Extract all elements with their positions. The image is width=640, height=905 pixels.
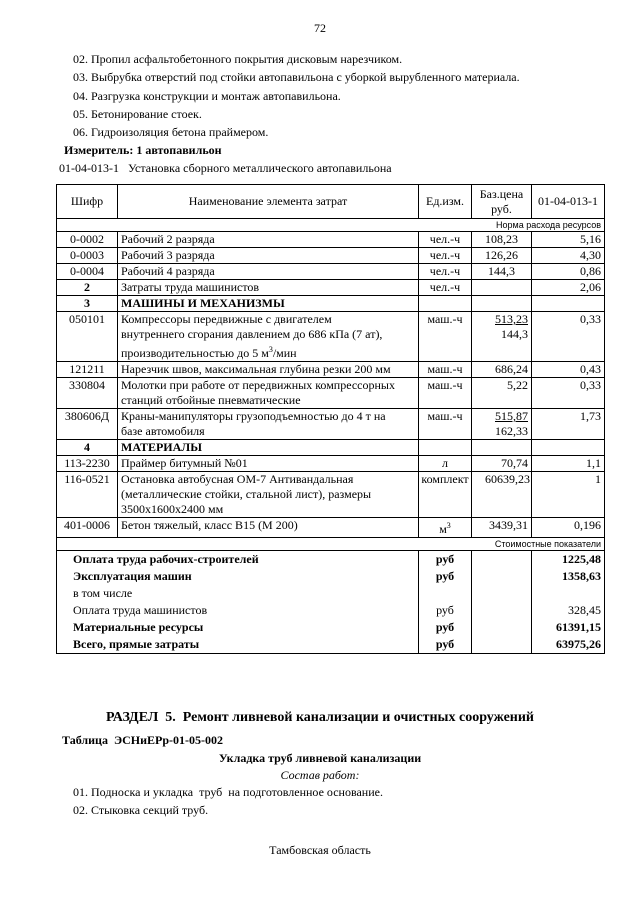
footer-region: Тамбовская область [269,843,371,857]
cell-price: 144,3 [472,264,532,280]
header-code: Шифр [57,185,118,219]
cell-name: Рабочий 3 разряда [118,248,419,264]
cell-name: Праймер битумный №01 [118,456,419,472]
total-value: 61391,15 [556,620,601,634]
cell-code: 121211 [57,362,118,378]
cell-unit: чел.-ч [419,232,472,248]
cell-unit: чел.-ч [419,280,472,296]
cell-name [118,378,419,409]
totals-units [419,551,472,654]
cell-code: 3 [57,296,118,312]
totals-values [532,551,605,654]
total-unit: руб [436,603,454,617]
cell-name: Затраты труда машинистов [118,280,419,296]
work-item: 05. Бетонирование стоек. [73,107,202,121]
cost-table [56,184,605,654]
total-name: Оплата труда рабочих-строителей [73,552,259,566]
name-line: внутреннего сгорания давлением до 686 кПа (7 ат), [121,327,383,341]
name-line: 3500х1600х2400 мм [121,502,224,516]
total-unit [422,585,468,602]
cell-unit: л [419,456,472,472]
cell-norm: 0,196 [532,518,605,538]
table-row [57,312,605,362]
work-item: 02. Пропил асфальтобетонного покрытия дисковым нарезчиком. [73,52,403,66]
cost-subheader-row [57,538,605,551]
cell-code: 401-0006 [57,518,118,538]
table-row [57,264,605,280]
cell-code: 0-0002 [57,232,118,248]
table-header-row [57,185,605,219]
norm-subheader-row [57,219,605,232]
name-line: производительностью до 5 м [121,346,269,360]
unit-text: м [439,522,447,536]
cell-price: 5,22 [472,378,532,409]
cell-unit: маш.-ч [419,312,472,362]
table-row [57,378,605,409]
cell-name [118,472,419,518]
norm-subheader: Норма расхода ресурсов [57,219,605,232]
name-line: Молотки при работе от передвижных компрессорных [121,378,395,392]
table-name: Таблица ЭСНиЕРр-01-05-002 [62,733,224,747]
price-value: 513,23 [495,312,528,326]
name-line: Краны-манипуляторы грузоподъемностью до 4 т на [121,409,386,423]
price-value: 515,87 [495,409,528,423]
unit-superscript: 3 [268,345,273,354]
cell-name: Нарезчик швов, максимальная глубина резки 200 мм [118,362,419,378]
name-line: (металлические стойки, стальной лист), размеры [121,487,372,501]
cell-price: 70,74 [472,456,532,472]
total-name: Всего, прямые затраты [73,637,200,651]
cell-unit: комплект [419,472,472,518]
cell-unit [419,518,472,538]
cell-name: Рабочий 2 разряда [118,232,419,248]
table-row [57,232,605,248]
table-row [57,248,605,264]
price-value-2: 162,33 [495,424,528,438]
total-value: 1358,63 [562,569,601,583]
cell-name [118,409,419,440]
cell-code: 113-2230 [57,456,118,472]
cell-norm: 0,43 [532,362,605,378]
cell-code: 2 [57,280,118,296]
work-item: 01. Подноска и укладка труб на подготовленное основание. [73,785,383,799]
composition-title: Состав работ: [280,768,360,782]
cell-code: 050101 [57,312,118,362]
cell-price: 108,23 [472,232,532,248]
price-value-2: 144,3 [501,327,528,341]
page-number: 72 [314,21,326,35]
work-item: 04. Разгрузка конструкции и монтаж автопавильона. [73,89,341,103]
cell-price: 126,26 [472,248,532,264]
cell-price: 3439,31 [472,518,532,538]
section-row [57,440,605,456]
name-line: станций отбойные пневматические [121,393,301,407]
table-row [57,280,605,296]
work-item: 06. Гидроизоляция бетона праймером. [73,125,269,139]
total-value: 1225,48 [562,552,601,566]
cell-unit: маш.-ч [419,409,472,440]
total-value [535,585,601,602]
cell-norm: 2,06 [532,280,605,296]
cell-unit: маш.-ч [419,362,472,378]
cell-code: 380606Д [57,409,118,440]
totals-block [57,551,605,654]
section-title: МАШИНЫ И МЕХАНИЗМЫ [118,296,419,312]
unit-superscript: 3 [446,521,451,530]
name-line-end: /мин [272,346,297,360]
cell-unit: маш.-ч [419,378,472,409]
table-row [57,518,605,538]
header-norm: 01-04-013-1 [532,185,605,219]
cell-code: 116-0521 [57,472,118,518]
table-row [57,472,605,518]
cell-unit: чел.-ч [419,248,472,264]
cell-price: 60639,23 [472,472,532,518]
cell-name: Бетон тяжелый, класс В15 (М 200) [118,518,419,538]
total-value: 63975,26 [556,637,601,651]
section-title: МАТЕРИАЛЫ [118,440,419,456]
cell-norm: 0,33 [532,312,605,362]
total-unit: руб [435,637,455,651]
cell-norm: 1 [532,472,605,518]
total-unit: руб [435,620,455,634]
cell-norm: 1,1 [532,456,605,472]
meter-line: Измеритель: 1 автопавильон [64,143,222,157]
total-name: в том числе [73,586,133,600]
table-row [57,409,605,440]
cell-name [118,312,419,362]
cell-price [472,312,532,362]
subsection-title: Укладка труб ливневой канализации [218,751,422,765]
work-item: 03. Выбрубка отверстий под стойки автопавильона с уборкой вырубленного материала. [73,70,520,84]
total-name: Оплата труда машинистов [73,603,208,617]
work-item: 02. Стыковка секций труб. [73,803,209,817]
header-price [472,185,532,219]
cell-code: 0-0004 [57,264,118,280]
cell-unit: чел.-ч [419,264,472,280]
cell-price [472,280,532,296]
name-line: Остановка автобусная ОМ-7 Антивандальная [121,472,354,486]
cell-name: Рабочий 4 разряда [118,264,419,280]
cell-price: 686,24 [472,362,532,378]
cell-code: 4 [57,440,118,456]
table-row [57,456,605,472]
total-value: 328,45 [568,603,601,617]
cost-subheader: Стоимостные показатели [57,538,605,551]
totals-names [57,551,419,654]
header-price-line2: руб. [491,201,512,216]
section-heading: РАЗДЕЛ 5. Ремонт ливневой канализации и очистных сооружений [106,710,534,725]
cell-norm: 0,86 [532,264,605,280]
section-row [57,296,605,312]
total-name: Материальные ресурсы [73,620,204,634]
cell-price [472,409,532,440]
name-line: Компрессоры передвижные с двигателем [121,312,332,326]
total-unit: руб [435,569,455,583]
cell-code: 0-0003 [57,248,118,264]
cell-norm: 0,33 [532,378,605,409]
header-price-line1: Баз.цена [479,186,524,201]
table-row [57,362,605,378]
cell-code: 330804 [57,378,118,409]
cell-norm: 4,30 [532,248,605,264]
header-name: Наименование элемента затрат [118,185,419,219]
code-line: 01-04-013-1 Установка сборного металлического автопавильона [59,161,392,175]
cell-norm: 5,16 [532,232,605,248]
name-line: базе автомобиля [121,424,205,438]
header-unit: Ед.изм. [419,185,472,219]
total-unit: руб [435,552,455,566]
total-name: Эксплуатация машин [73,569,192,583]
cell-norm: 1,73 [532,409,605,440]
